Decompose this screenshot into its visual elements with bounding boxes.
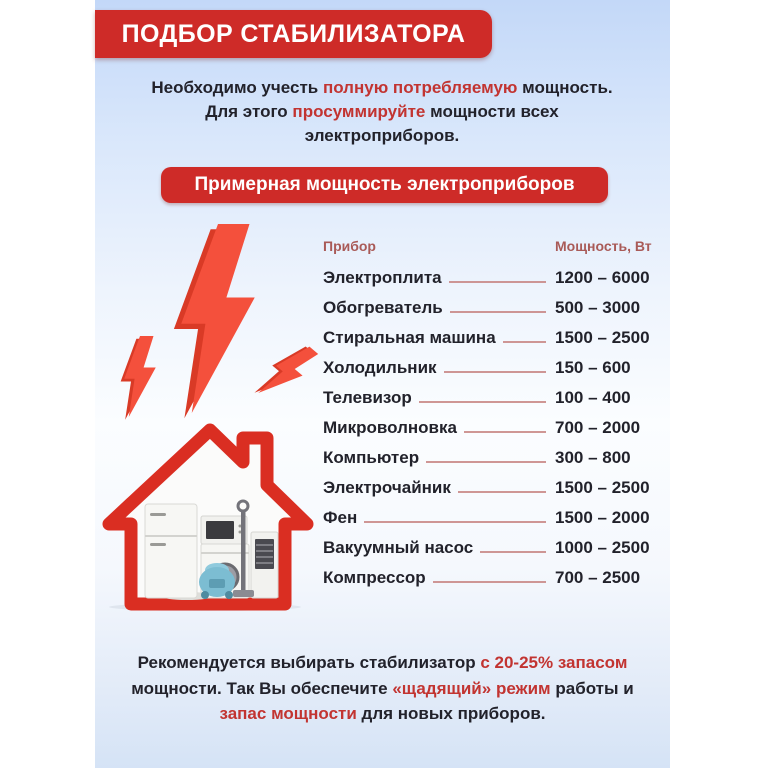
table-row bbox=[323, 478, 663, 508]
power-value: 150 – 600 bbox=[555, 358, 631, 377]
table-row bbox=[323, 418, 663, 448]
appliance-name: Компьютер bbox=[323, 448, 420, 467]
text-segment: «щадящий» режим bbox=[392, 678, 551, 698]
air-conditioner-icon bbox=[251, 532, 278, 598]
power-value: 100 – 400 bbox=[555, 388, 631, 407]
leader-line bbox=[433, 580, 546, 583]
appliance-name: Холодильник bbox=[323, 358, 437, 377]
table-row bbox=[323, 388, 663, 418]
power-value: 1500 – 2500 bbox=[555, 328, 650, 347]
text-segment: для новых приборов. bbox=[356, 704, 546, 723]
table-row bbox=[323, 298, 663, 328]
house-appliances-illustration bbox=[97, 420, 313, 612]
table-header-power: Мощность, Вт bbox=[555, 238, 652, 254]
text-segment: просуммируйте bbox=[292, 102, 426, 122]
appliance-name: Фен bbox=[323, 508, 358, 527]
title-banner bbox=[95, 10, 492, 58]
appliance-name: Микроволновка bbox=[323, 418, 457, 437]
leader-line bbox=[450, 310, 546, 313]
lightning-bolt-icon bbox=[252, 336, 320, 409]
intro-text bbox=[147, 76, 617, 148]
power-value: 500 – 3000 bbox=[555, 298, 641, 317]
leader-line bbox=[426, 460, 546, 463]
appliance-name: Электроплита bbox=[323, 268, 442, 287]
text-segment: мощность. Для этого bbox=[205, 78, 613, 122]
power-value: 1500 – 2000 bbox=[555, 508, 650, 527]
text-segment: запас мощности bbox=[219, 704, 357, 723]
table-row bbox=[323, 328, 663, 358]
table-row bbox=[323, 358, 663, 388]
lightning-bolt-icon bbox=[174, 224, 255, 418]
lightning-bolts-illustration bbox=[107, 220, 317, 420]
section-banner bbox=[161, 167, 608, 203]
appliance-name: Вакуумный насос bbox=[323, 538, 474, 557]
text-segment: работы и bbox=[550, 678, 634, 698]
lightning-bolt-icon bbox=[121, 336, 156, 420]
table-body bbox=[323, 268, 663, 598]
power-value: 300 – 800 bbox=[555, 448, 631, 467]
leader-line bbox=[364, 520, 546, 523]
text-segment: мощности всех электроприборов. bbox=[304, 102, 559, 146]
appliance-name: Стиральная машина bbox=[323, 328, 496, 347]
recommendation-text bbox=[110, 650, 655, 727]
content-area bbox=[95, 0, 670, 768]
leader-line bbox=[480, 550, 546, 553]
leader-line bbox=[458, 490, 546, 493]
text-segment: Необходимо учесть bbox=[151, 78, 323, 97]
table-row bbox=[323, 448, 663, 478]
appliance-name: Электрочайник bbox=[323, 478, 451, 497]
table-header-device: Прибор bbox=[323, 238, 376, 254]
text-segment: мощности. Так Вы обеспечите bbox=[131, 678, 393, 698]
text-segment: Рекомендуется выбирать стабилизатор bbox=[137, 653, 481, 672]
table-row bbox=[323, 508, 663, 538]
text-segment: с 20-25% запасом bbox=[480, 653, 628, 672]
power-value: 700 – 2000 bbox=[555, 418, 641, 437]
leader-line bbox=[444, 370, 546, 373]
power-value: 700 – 2500 bbox=[555, 568, 641, 587]
page-title: ПОДБОР СТАБИЛИЗАТОРА bbox=[121, 19, 466, 48]
microwave-icon bbox=[201, 516, 247, 544]
power-value: 1500 – 2500 bbox=[555, 478, 650, 497]
fridge-icon bbox=[145, 504, 197, 598]
table-header-row bbox=[323, 238, 663, 262]
table-row bbox=[323, 268, 663, 298]
power-value: 1000 – 2500 bbox=[555, 538, 650, 557]
appliance-name: Компрессор bbox=[323, 568, 426, 587]
power-table bbox=[323, 238, 663, 598]
section-title: Примерная мощность электроприборов bbox=[194, 174, 575, 195]
table-row bbox=[323, 568, 663, 598]
table-row bbox=[323, 538, 663, 568]
appliance-name: Телевизор bbox=[323, 388, 412, 407]
leader-line bbox=[449, 280, 546, 283]
text-segment: полную потребляемую bbox=[322, 78, 518, 97]
leader-line bbox=[464, 430, 546, 433]
power-value: 1200 – 6000 bbox=[555, 268, 650, 287]
leader-line bbox=[419, 400, 546, 403]
appliance-name: Обогреватель bbox=[323, 298, 443, 317]
leader-line bbox=[503, 340, 546, 343]
